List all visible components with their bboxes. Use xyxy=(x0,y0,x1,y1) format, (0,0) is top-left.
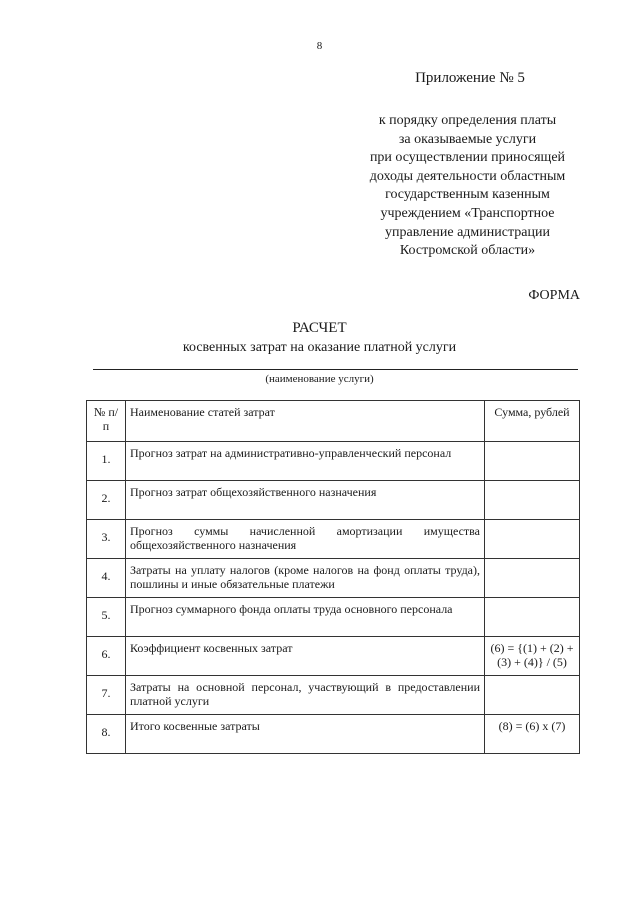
row-name: Затраты на уплату налогов (кроме налогов на фонд оплаты труда), пошлины и иные обязательные платежи xyxy=(126,559,485,598)
doc-subtitle: косвенных затрат на оказание платной услуги xyxy=(182,340,457,355)
table-row xyxy=(87,598,580,637)
row-name: Прогноз затрат общехозяйственного назначения xyxy=(126,481,485,520)
row-name: Прогноз затрат на административно-управленческий персонал xyxy=(126,442,485,481)
row-name: Итого косвенные затраты xyxy=(126,715,485,754)
order-line: учреждением «Транспортное xyxy=(380,205,555,221)
row-sum xyxy=(485,598,580,637)
table-row xyxy=(87,637,580,676)
appendix-title: Приложение № 5 xyxy=(415,70,525,86)
header-name: Наименование статей затрат xyxy=(126,401,485,442)
row-sum xyxy=(485,481,580,520)
table-row xyxy=(87,559,580,598)
order-line: Костромской области» xyxy=(399,243,536,259)
order-line: доходы деятельности областным xyxy=(369,168,566,184)
row-sum xyxy=(485,442,580,481)
row-sum xyxy=(485,559,580,598)
row-num: 4. xyxy=(87,559,126,598)
cost-table xyxy=(86,400,580,754)
header-sum: Сумма, рублей xyxy=(485,401,580,442)
row-sum: (6) = {(1) + (2) + (3) + (4)} / (5) xyxy=(485,637,580,676)
row-sum xyxy=(485,520,580,559)
row-num: 3. xyxy=(87,520,126,559)
table-row xyxy=(87,442,580,481)
row-num: 5. xyxy=(87,598,126,637)
row-name: Прогноз суммарного фонда оплаты труда основного персонала xyxy=(126,598,485,637)
row-num: 1. xyxy=(87,442,126,481)
service-caption: (наименование услуги) xyxy=(265,373,374,385)
table-header-row xyxy=(87,401,580,442)
row-name: Затраты на основной персонал, участвующий в предоставлении платной услуги xyxy=(126,676,485,715)
row-sum xyxy=(485,676,580,715)
order-reference xyxy=(355,112,580,261)
order-line: государственным казенным xyxy=(385,187,550,203)
table-row xyxy=(87,676,580,715)
page-number: 8 xyxy=(316,40,323,52)
row-sum: (8) = (6) х (7) xyxy=(485,715,580,754)
table-row xyxy=(87,481,580,520)
service-name-line xyxy=(93,369,578,370)
form-label: ФОРМА xyxy=(528,288,580,303)
row-name: Коэффициент косвенных затрат xyxy=(126,637,485,676)
row-num: 7. xyxy=(87,676,126,715)
doc-title: РАСЧЕТ xyxy=(292,320,347,336)
table-row xyxy=(87,520,580,559)
order-line: управление администрации xyxy=(385,224,550,240)
order-line: к порядку определения платы xyxy=(378,113,557,128)
row-num: 2. xyxy=(87,481,126,520)
row-name: Прогноз суммы начисленной амортизации имущества общехозяйственного назначения xyxy=(126,520,485,559)
header-num: № п/п xyxy=(87,401,126,442)
order-line: при осуществлении приносящей xyxy=(369,150,566,166)
order-line: за оказываемые услуги xyxy=(398,131,537,147)
table-row xyxy=(87,715,580,754)
row-num: 6. xyxy=(87,637,126,676)
row-num: 8. xyxy=(87,715,126,754)
